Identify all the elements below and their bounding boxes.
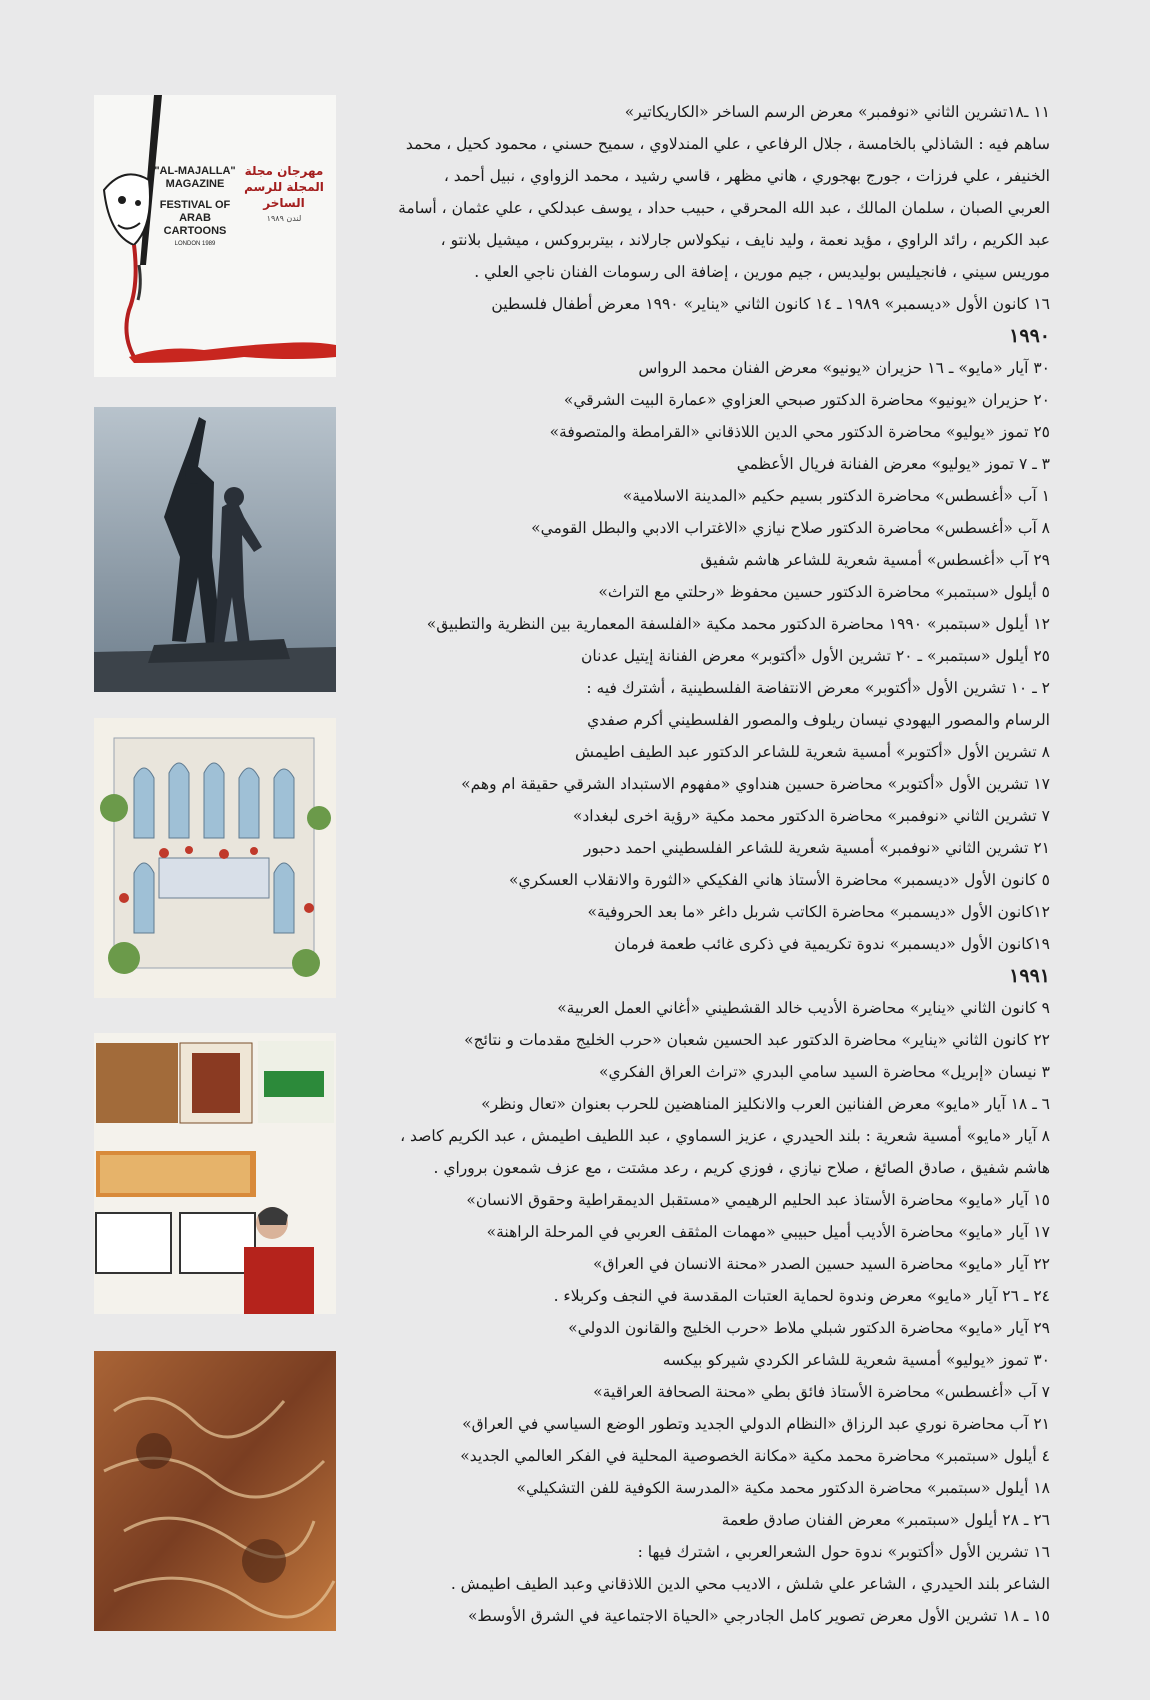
poster-english-title <box>150 165 240 250</box>
year-heading: ١٩٩١ <box>1009 965 1050 987</box>
event-line: ٢٩ آيار «مايو» محاضرة الدكتور شبلي ملاط «حرب الخليج والقانون الدولي» <box>568 1319 1050 1337</box>
event-line: ١٢ أيلول «سبتمبر» ١٩٩٠ محاضرة الدكتور محمد مكية «الفلسفة المعمارية بين النظرية والتطبيق» <box>426 615 1050 633</box>
cartoon-festival-poster <box>94 95 336 377</box>
event-line: ٣٠ آيار «مايو» ـ ١٦ حزيران «يونيو» معرض الفنان محمد الرواس <box>638 359 1050 377</box>
event-line: عبد الكريم ، رائد الراوي ، مؤيد نعمة ، وليد نايف ، نيكولاس جارلاند ، بيتربروكس ، ميشيل بلانتو ، <box>440 231 1050 249</box>
event-line: ١٢كانون الأول «ديسمبر» محاضرة الكاتب شربل داغر «ما بعد الحروفية» <box>587 903 1050 921</box>
event-line: ٢٠ حزيران «يونيو» محاضرة الدكتور صبحي العزاوي «عمارة البيت الشرقي» <box>563 391 1050 409</box>
event-line: ٢٩ آب «أغسطس» أمسية شعرية للشاعر هاشم شفيق <box>700 551 1050 569</box>
event-line: موريس سيني ، فانجيليس بوليديس ، جيم مورين ، إضافة الى رسومات الفنان ناجي العلي . <box>474 263 1050 281</box>
poster-title-line: FESTIVAL OF <box>159 199 231 211</box>
event-line: ٢١ آب محاضرة نوري عبد الرزاق «النظام الدولي الجديد وتطور الوضع السياسي في العراق» <box>462 1415 1050 1433</box>
event-line: ١٥ ـ ١٨ تشرين الأول معرض تصوير كامل الجادرجي «الحياة الاجتماعية في الشرق الأوسط» <box>467 1607 1050 1625</box>
event-line: ساهم فيه : الشاذلي بالخامسة ، جلال الرفاعي ، علي المندلاوي ، سميح حسني ، محمود كحيل ، محمد <box>405 135 1050 153</box>
building-sketch <box>94 718 336 998</box>
poster-arabic-line: مهرجان مجلة المجلة للرسم الساخر <box>244 164 324 210</box>
poster-location: LONDON 1989 <box>174 241 216 247</box>
exhibition-brochure <box>94 1033 336 1314</box>
event-line: ١١ ـ١٨تشرين الثاني «نوفمبر» معرض الرسم الساخر «الكاريكاتير» <box>624 103 1050 121</box>
event-line: ١٩كانون الأول «ديسمبر» ندوة تكريمية في ذكرى غائب طعمة فرمان <box>614 935 1050 953</box>
event-line: ٦ ـ ١٨ آيار «مايو» معرض الفنانين العرب والانكليز المناهضين للحرب بعنوان «تعال ونظر» <box>481 1095 1050 1113</box>
event-line: ٢٤ ـ ٢٦ آيار «مايو» معرض وندوة لحماية العتبات المقدسة في النجف وكربلاء . <box>553 1287 1050 1305</box>
statue-photo <box>94 407 336 692</box>
event-line: ٣ ـ ٧ تموز «يوليو» معرض الفنانة فريال الأعظمي <box>736 455 1050 473</box>
event-line: ٢٥ تموز «يوليو» محاضرة الدكتور محي الدين اللاذقاني «القرامطة والمتصوفة» <box>549 423 1050 441</box>
event-line: الشاعر بلند الحيدري ، الشاعر علي شلش ، الاديب محي الدين اللاذقاني وعبد الطيف اطيمش . <box>450 1575 1050 1593</box>
event-line: ٥ كانون الأول «ديسمبر» محاضرة الأستاذ هاني الفكيكي «الثورة والانقلاب العسكري» <box>508 871 1050 889</box>
event-line: ٤ أيلول «سبتمبر» محاضرة محمد مكية «مكانة الخصوصية المحلية في الفكر العالمي الجديد» <box>460 1447 1050 1465</box>
event-line: ٨ آب «أغسطس» محاضرة الدكتور صلاح نيازي «الاغتراب الادبي والبطل القومي» <box>531 519 1050 537</box>
event-line: الخنيفر ، علي فرزات ، جورج بهجوري ، هاني مظهر ، قاسي رشيد ، محمد الزواوي ، نبيل أحمد ، <box>443 167 1050 185</box>
event-line: العربي الصبان ، سلمان المالك ، عبد الله المحرقي ، حبيب حداد ، يوسف عبدلكي ، علي عثمان ، أسامة <box>398 199 1050 217</box>
event-line: ٧ آب «أغسطس» محاضرة الأستاذ فائق بطي «محنة الصحافة العراقية» <box>593 1383 1050 1401</box>
event-line: ١٨ أيلول «سبتمبر» محاضرة الدكتور محمد مكية «المدرسة الكوفية للفن التشكيلي» <box>516 1479 1050 1497</box>
year-heading: ١٩٩٠ <box>1009 325 1050 347</box>
event-line: ٢٥ أيلول «سبتمبر» ـ ٢٠ تشرين الأول «أكتوبر» معرض الفنانة إيتيل عدنان <box>581 647 1050 665</box>
event-line: ١٥ آيار «مايو» محاضرة الأستاذ عبد الحليم الرهيمي «مستقبل الديمقراطية وحقوق الانسان» <box>466 1191 1050 1209</box>
poster-title-line: "AL-MAJALLA" <box>154 165 236 177</box>
event-line: ١٧ تشرين الأول «أكتوبر» محاضرة حسين هنداوي «مفهوم الاستبداد الشرقي حقيقة ام وهم» <box>461 775 1050 793</box>
statue-silhouette <box>94 407 336 692</box>
event-line: ١٦ تشرين الأول «أكتوبر» ندوة حول الشعرالعربي ، اشترك فيها : <box>637 1543 1050 1561</box>
event-line: ٣ نيسان «إبريل» محاضرة السيد سامي البدري «تراث العراق الفكري» <box>599 1063 1050 1081</box>
event-line: ٨ تشرين الأول «أكتوبر» أمسية شعرية للشاعر الدكتور عبد الطيف اطيمش <box>574 743 1050 761</box>
event-line: ٩ كانون الثاني «يناير» محاضرة الأديب خالد القشطيني «أغاني العمل العربية» <box>557 999 1050 1017</box>
event-line: هاشم شفيق ، صادق الصائغ ، صلاح نيازي ، فوزي كريم ، رعد مشتت ، مع عزف شمعون بروراي . <box>433 1159 1050 1177</box>
event-line: ١٦ كانون الأول «ديسمبر» ١٩٨٩ ـ ١٤ كانون الثاني «يناير» ١٩٩٠ معرض أطفال فلسطين <box>491 295 1050 313</box>
poster-title-line: MAGAZINE <box>165 178 225 190</box>
event-line: ٢٢ آيار «مايو» محاضرة السيد حسين الصدر «محنة الانسان في العراق» <box>593 1255 1050 1273</box>
event-line: ٢٦ ـ ٢٨ أيلول «سبتمبر» معرض الفنان صادق طعمة <box>721 1511 1050 1529</box>
event-line: ٥ أيلول «سبتمبر» محاضرة الدكتور حسين محفوظ «رحلتي مع التراث» <box>598 583 1050 601</box>
event-line: ٨ آيار «مايو» أمسية شعرية : بلند الحيدري ، عزيز السماوي ، عبد اللطيف اطيمش ، عبد الكريم كاصد ، <box>400 1127 1050 1145</box>
event-line: ١ آب «أغسطس» محاضرة الدكتور بسيم حكيم «المدينة الاسلامية» <box>622 487 1050 505</box>
event-line: ٢١ تشرين الثاني «نوفمبر» أمسية شعرية للشاعر الفلسطيني احمد دحبور <box>583 839 1050 857</box>
poster-title-line: ARAB CARTOONS <box>163 212 227 237</box>
event-line: ٢ ـ ١٠ تشرين الأول «أكتوبر» معرض الانتفاضة الفلسطينية ، أشترك فيه : <box>586 679 1050 697</box>
events-chronology <box>350 96 1050 1632</box>
event-line: ٣٠ تموز «يوليو» أمسية شعرية للشاعر الكردي شيركو بيكسه <box>662 1351 1050 1369</box>
event-line: ٢٢ كانون الثاني «يناير» محاضرة الدكتور عبد الحسين شعبان «حرب الخليج مقدمات و نتائج» <box>464 1031 1050 1049</box>
building-watercolor <box>94 718 336 998</box>
brochure-collage <box>94 1033 336 1314</box>
event-line: ١٧ آيار «مايو» محاضرة الأديب أميل حبيبي «مهمات المثقف العربي في المرحلة الراهنة» <box>486 1223 1050 1241</box>
poster-arabic-title <box>244 163 324 227</box>
event-line: الرسام والمصور اليهودي نيسان ريلوف والمصور الفلسطيني أكرم صفدي <box>587 711 1050 729</box>
calligraphy-texture <box>94 1351 336 1631</box>
poster-arabic-sub: لندن ١٩٨٩ <box>266 214 302 223</box>
event-line: ٧ تشرين الثاني «نوفمبر» محاضرة الدكتور محمد مكية «رؤية اخرى لبغداد» <box>572 807 1050 825</box>
calligraphy-painting <box>94 1351 336 1631</box>
